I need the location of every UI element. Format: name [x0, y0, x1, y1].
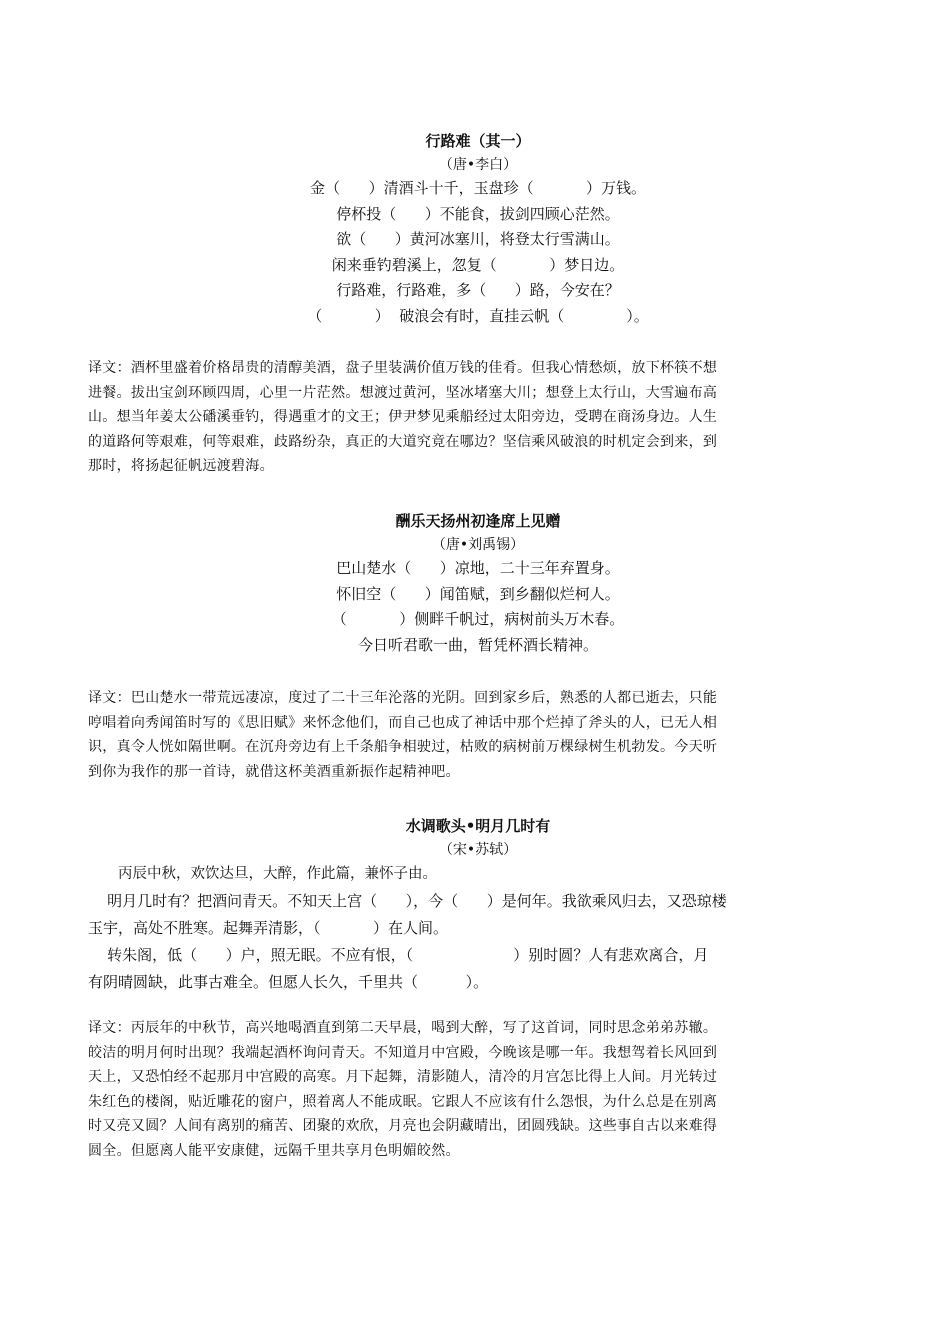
translation-line: 哼唱着向秀闻笛时写的《思旧赋》来怀念他们，而自己也成了神话中那个烂掉了斧头的人，已无人相 — [88, 714, 718, 731]
poem-title: 水调歌头•明月几时有 — [405, 817, 551, 835]
translation-line: 译文：巴山楚水一带荒远凄凉，度过了二十三年沦落的光阴。回到家乡后，熟悉的人都已逝去，只能 — [88, 690, 718, 706]
translation-line: 的道路何等艰难，何等艰难，歧路纷杂，真正的大道究竟在哪边？坚信乘风破浪的时机定会到来，到 — [88, 433, 718, 450]
poem-body-line: 玉宇，高处不胜寒。起舞弄清影，（ ）在人间。 — [88, 919, 448, 937]
poem-author: （唐•李白） — [438, 157, 518, 173]
translation-line: 朱红色的楼阁，贴近雕花的窗户，照着离人不能成眠。它跟人不应该有什么怨恨，为什么总是在别离 — [88, 1093, 718, 1110]
poem-body-line: 有阴晴圆缺，此事古难全。但愿人长久，千里共（ ）。 — [88, 973, 489, 991]
translation-line: 天上，又恐怕经不起那月中宫殿的高寒。月下起舞，清影随人，清冷的月宫怎比得上人间。月光转过 — [88, 1069, 718, 1086]
poem-author: （唐•刘禹锡） — [431, 537, 525, 553]
poem-line: 巴山楚水（ ）凉地，二十三年弃置身。 — [336, 559, 620, 577]
translation-line: 译文：丙辰年的中秋节，高兴地喝酒直到第二天早晨，喝到大醉，写了这首词，同时思念弟弟苏辙。 — [88, 1020, 718, 1036]
translation-line: 那时，将扬起征帆远渡碧海。 — [88, 458, 274, 475]
poem-section-3 — [88, 813, 868, 996]
poem-author: （宋•苏轼） — [438, 842, 518, 858]
translation-line: 山。想当年姜太公磻溪垂钓，得遇重才的文王；伊尹梦见乘船经过太阳旁边，受聘在商汤身边。人生 — [88, 409, 718, 426]
poem-line: （ ） 破浪会有时，直挂云帆（ ）。 — [307, 306, 649, 325]
translation-1 — [88, 356, 868, 479]
translation-line: 到你为我作的那一首诗，就借这杯美酒重新振作起精神吧。 — [88, 763, 460, 780]
poem-body-line: 转朱阁，低（ ）户，照无眠。不应有恨，（ ）别时圆？人有悲欢离合，月 — [88, 946, 709, 964]
poem-line: 金（ ）清酒斗十千，玉盘珍（ ）万钱。 — [309, 179, 647, 197]
translation-line: 圆全。但愿离人能平安康健，远隔千里共享月色明媚皎然。 — [88, 1142, 460, 1159]
translation-line: 识，真令人恍如隔世啊。在沉舟旁边有上千条船争相驶过，枯败的病树前万棵绿树生机勃发。今天听 — [88, 739, 718, 756]
poem-title: 酬乐天扬州初逢席上见赠 — [395, 512, 561, 530]
poem-line: 欲（ ）黄河冰塞川，将登太行雪满山。 — [336, 230, 620, 248]
poem-title: 行路难（其一） — [425, 132, 531, 150]
poem-line: 怀旧空（ ）闻笛赋，到乡翻似烂柯人。 — [336, 584, 620, 603]
poem-section-2 — [88, 508, 868, 658]
translation-2 — [88, 686, 868, 784]
poem-section-1 — [88, 128, 868, 329]
translation-line: 皎洁的明月何时出现？我端起酒杯询问青天。不知道月中宫殿，今晚该是哪一年。我想驾着长风回到 — [88, 1044, 718, 1061]
poem-line: 停杯投（ ）不能食，拔剑四顾心茫然。 — [336, 204, 620, 223]
poem-body-line: 明月几时有？把酒问青天。不知天上宫（ ），今（ ）是何年。我欲乘风归去，又恐琼楼 — [88, 892, 727, 910]
poem-line: 行路难，行路难，多（ ）路，今安在？ — [336, 281, 620, 299]
poem-line: 今日听君歌一曲，暂凭杯酒长精神。 — [357, 635, 598, 654]
translation-line: 译文：酒杯里盛着价格昂贵的清醇美酒，盘子里装满价值万钱的佳肴。但我心情愁烦，放下杯筷不想 — [88, 360, 718, 376]
translation-3 — [88, 1016, 868, 1164]
translation-line: 进餐。拔出宝剑环顾四周，心里一片茫然。想渡过黄河，坚冰堵塞大川；想登上太行山，大雪遍布高 — [88, 384, 718, 401]
translation-line: 时又亮又圆？人间有离别的痛苦、团聚的欢欣，月亮也会阴藏晴出，团圆残缺。这些事自古以来难得 — [88, 1118, 718, 1135]
poem-preface: 丙辰中秋，欢饮达旦，大醉，作此篇，兼怀子由。 — [118, 866, 437, 882]
poem-line: （ ）侧畔千帆过，病树前头万木春。 — [331, 610, 625, 628]
poem-line: 闲来垂钓碧溪上，忽复（ ）梦日边。 — [331, 255, 625, 274]
